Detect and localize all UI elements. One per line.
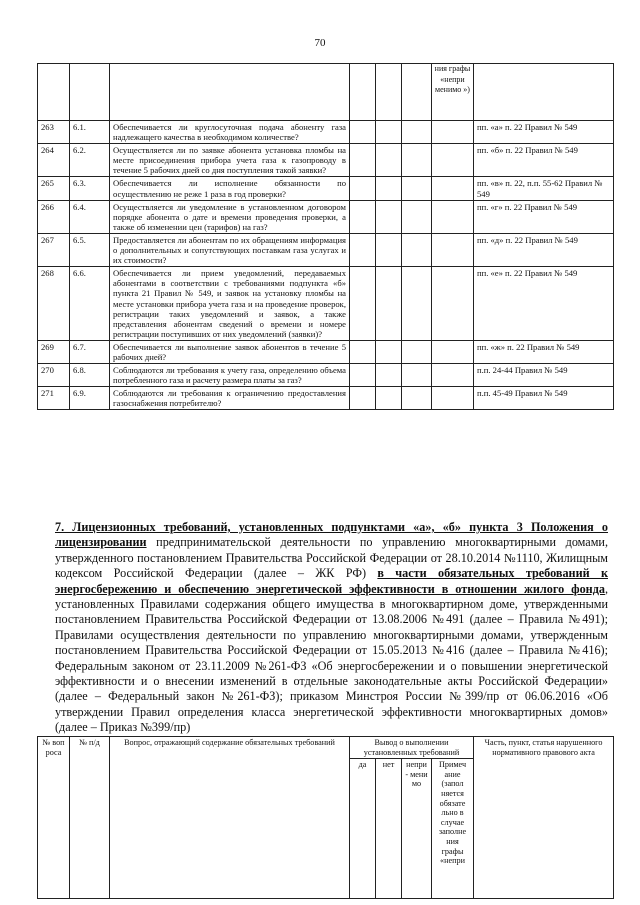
cell-na <box>402 200 432 233</box>
col-no: нет <box>376 759 402 899</box>
col-question-number: № воп роса <box>38 737 70 899</box>
col-reference: Часть, пункт, статья нарушенного нормативного правового акта <box>474 737 614 899</box>
row-reference: пп. «д» п. 22 Правил № 549 <box>474 233 614 266</box>
row-question: Обеспечивается ли прием уведомлений, передаваемых абонентами в соответствии с требованиями подпункта «б» пункта 21 Правил № 549, и заявок на установку пломбы на месте установки прибора учета газа и на проведение проверок, регистрации таких уведомлений и заявок, а также представления абонентам сведений о времени и номере регистрации поступивших от них уведомлений (заявки)? <box>110 267 350 341</box>
row-reference: пп. «в» п. 22, п.п. 55-62 Правил № 549 <box>474 177 614 200</box>
cell-na <box>402 177 432 200</box>
table-row <box>38 144 614 177</box>
row-number: 265 <box>38 177 70 200</box>
table-row <box>38 121 614 144</box>
table-row <box>38 267 614 341</box>
cell-na <box>402 387 432 410</box>
row-subnumber: 6.4. <box>70 200 110 233</box>
row-question: Обеспечивается ли круглосуточная подача абоненту газа надлежащего качества в необходимом количестве? <box>110 121 350 144</box>
row-question: Осуществляется ли по заявке абонента установка пломбы на месте присоединения прибора учета газа к газопроводу в течение 5 рабочих дней со дня поступления такой заявки? <box>110 144 350 177</box>
row-reference: пп. «ж» п. 22 Правил № 549 <box>474 340 614 363</box>
cell-yes <box>350 177 376 200</box>
row-subnumber: 6.3. <box>70 177 110 200</box>
cell-yes <box>350 233 376 266</box>
row-reference: пп. «б» п. 22 Правил № 549 <box>474 144 614 177</box>
row-number: 264 <box>38 144 70 177</box>
cell-no <box>376 364 402 387</box>
row-number: 271 <box>38 387 70 410</box>
row-reference: п.п. 24-44 Правил № 549 <box>474 364 614 387</box>
section-7-title: 7. Лицензионных требований, установленных подпунктами «а», «б» пункта 3 Положения о лицензировании <box>55 520 608 550</box>
row-number: 263 <box>38 121 70 144</box>
table-header-row <box>38 737 614 759</box>
row-number: 267 <box>38 233 70 266</box>
cell-na <box>402 340 432 363</box>
cell-no <box>376 200 402 233</box>
cell-note <box>432 340 474 363</box>
continuation-row <box>38 64 614 121</box>
page-number: 70 <box>314 37 326 49</box>
cell-note <box>432 267 474 341</box>
row-question: Предоставляется ли абонентам по их обращениям информация о дополнительных и сопутствующих поставкам газа услугах и их стоимости? <box>110 233 350 266</box>
row-question: Обеспечивается ли исполнение обязанности по осуществлению не реже 1 раза в год проверки? <box>110 177 350 200</box>
row-subnumber: 6.7. <box>70 340 110 363</box>
row-reference: пп. «а» п. 22 Правил № 549 <box>474 121 614 144</box>
cell-na <box>402 233 432 266</box>
section-7-text-2: , установленных Правилами содержания общего имущества в многоквартирном доме, утвержденными постановлением Правительства Российской Федерации от 13.08.2006 №491 (далее – Правила №491); Правилами осуществления деятельности по управлению многоквартирными домами, утвержденным постановлением Правительства Российской Федерации от 15.05.2013 №416 (далее – Правила №416); Федеральным законом от 23.11.2009 №261-ФЗ «Об энергосбережении и о повышении энергетической эффективности и о внесении изменений в отдельные законодательные акты Российской Федерации» (далее – Федеральный закон №261-ФЗ); приказом Минстроя России №399/пр от 06.06.2016 «Об утверждении Правил определения класса энергетической эффективности многоквартирных домов» (далее – Приказ №399/пр) <box>55 581 608 735</box>
cell-note <box>432 364 474 387</box>
col-question: Вопрос, отражающий содержание обязательных требований <box>110 737 350 899</box>
row-question: Соблюдаются ли требования к ограничению предоставления газоснабжения потребителю? <box>110 387 350 410</box>
row-reference: п.п. 45-49 Правил № 549 <box>474 387 614 410</box>
col-not-applicable: непри - мени мо <box>402 759 432 899</box>
row-subnumber: 6.2. <box>70 144 110 177</box>
cell-no <box>376 233 402 266</box>
cell-note <box>432 144 474 177</box>
cell-yes <box>350 121 376 144</box>
cell-note <box>432 121 474 144</box>
checklist-table-top <box>37 63 614 410</box>
cell-note <box>432 233 474 266</box>
cell-na <box>402 267 432 341</box>
cell-na <box>402 144 432 177</box>
cell-yes <box>350 340 376 363</box>
table-row <box>38 387 614 410</box>
cell-no <box>376 387 402 410</box>
row-number: 270 <box>38 364 70 387</box>
table-row <box>38 177 614 200</box>
cell-note <box>432 200 474 233</box>
cell-yes <box>350 387 376 410</box>
cell-yes <box>350 144 376 177</box>
cell-note <box>432 387 474 410</box>
row-subnumber: 6.9. <box>70 387 110 410</box>
row-number: 268 <box>38 267 70 341</box>
cell-na <box>402 121 432 144</box>
table-row <box>38 200 614 233</box>
col-result: Вывод о выполнении установленных требований <box>350 737 474 759</box>
cell-no <box>376 340 402 363</box>
row-reference: пп. «е» п. 22 Правил № 549 <box>474 267 614 341</box>
col-note: Примеч ание (запол няется обязате льно в случае заполне ния графы «непри <box>432 759 474 899</box>
section-7-emphasis: в части обязательных требований к энергосбережению и обеспечению энергетической эффективности в отношении жилого фонда <box>55 566 608 596</box>
table-row <box>38 340 614 363</box>
cell-yes <box>350 200 376 233</box>
row-number: 269 <box>38 340 70 363</box>
row-subnumber: 6.8. <box>70 364 110 387</box>
cell-note <box>432 177 474 200</box>
section-7-text-1: предпринимательской деятельности по управлению многоквартирными домами, утвержденного постановлением Правительства Российской Федерации от 28.10.2014 №1110, Жилищным кодексом Российской Федерации (далее – ЖК РФ) <box>55 535 608 581</box>
table-row <box>38 233 614 266</box>
row-question: Соблюдаются ли требования к учету газа, определению объема потребленного газа и расчету размера платы за газ? <box>110 364 350 387</box>
row-subnumber: 6.5. <box>70 233 110 266</box>
cell-yes <box>350 267 376 341</box>
col-subnumber: № п/д <box>70 737 110 899</box>
cell-na <box>402 364 432 387</box>
cell-yes <box>350 364 376 387</box>
cell-no <box>376 144 402 177</box>
row-subnumber: 6.1. <box>70 121 110 144</box>
checklist-table-bottom <box>37 736 614 899</box>
continuation-note: ния графы «непри менимо ») <box>432 64 474 121</box>
section-7-heading <box>55 520 608 736</box>
cell-no <box>376 121 402 144</box>
row-reference: пп. «г» п. 22 Правил № 549 <box>474 200 614 233</box>
row-question: Обеспечивается ли выполнение заявок абонентов в течение 5 рабочих дней? <box>110 340 350 363</box>
row-number: 266 <box>38 200 70 233</box>
row-question: Осуществляется ли уведомление в установленном договором порядке абонента о дате и времени проведения проверки, а также об изменении цен (тарифов) на газ? <box>110 200 350 233</box>
cell-no <box>376 177 402 200</box>
row-subnumber: 6.6. <box>70 267 110 341</box>
table-row <box>38 364 614 387</box>
col-yes: да <box>350 759 376 899</box>
cell-no <box>376 267 402 341</box>
